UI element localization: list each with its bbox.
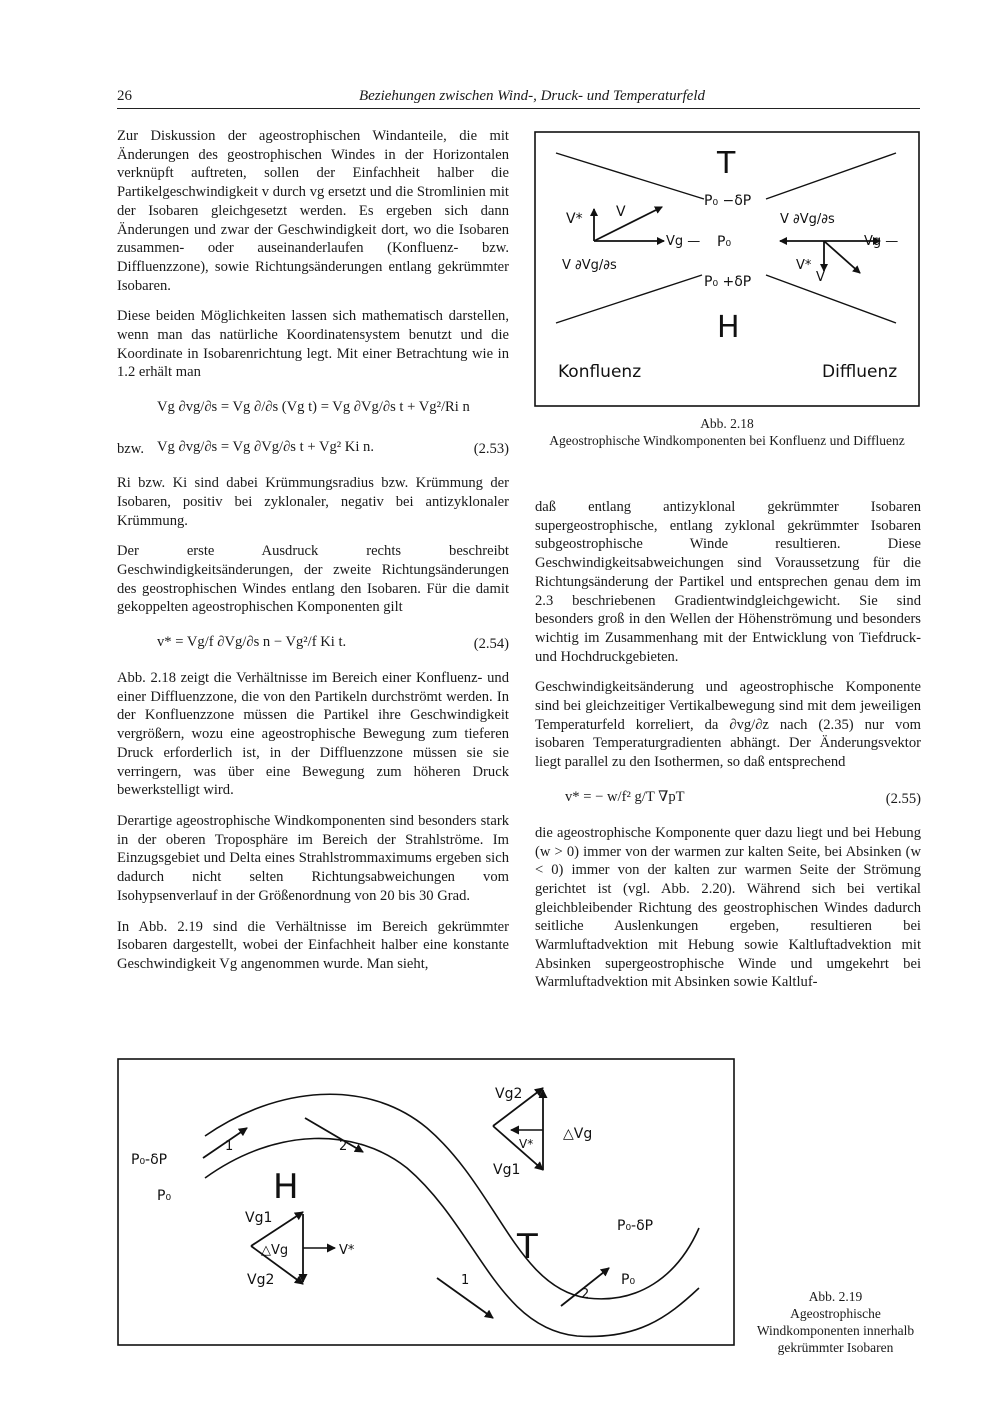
- caption-2-18: [534, 415, 920, 449]
- vg2-label-top: Vg2: [495, 1086, 523, 1102]
- right-column: [535, 498, 921, 1004]
- isobar-label-plus: P₀ +δP: [704, 274, 752, 290]
- isobar-upper-left: [556, 153, 704, 199]
- vstar-label-top: V*: [519, 1137, 534, 1151]
- vg1-label-bottom: Vg1: [245, 1210, 273, 1226]
- flow-label: 1: [461, 1273, 470, 1288]
- paragraph: Diese beiden Möglichkeiten lassen sich mathematisch darstellen, wenn man das natürliche Koordinatensystem benutzt und die Koordinate in Isobarenrichtung legt. Mit einer Betrachtung wie in 1.2 erhält man: [117, 308, 509, 381]
- isobar-upper-right: [766, 153, 896, 199]
- figure-2-18: [534, 131, 920, 407]
- chapter-title: Beziehungen zwischen Wind-, Druck- und Temperaturfeld: [358, 88, 705, 104]
- konfluenz-label: Konfluenz: [558, 362, 642, 382]
- dvg-label-left: V ∂Vg/∂s: [562, 258, 617, 273]
- v-arrow-left: [594, 207, 662, 241]
- v-arrow-right: [824, 241, 860, 273]
- flow-label: 1: [225, 1139, 234, 1154]
- equation-number: (2.55): [885, 790, 921, 807]
- high-pressure-label: H: [273, 1167, 299, 1207]
- paragraph: In Abb. 2.19 sind die Verhältnisse im Bereich gekrümmter Isobaren dargestellt, wobei der Einfachheit halber eine konstante Geschwindigkeit Vg angenommen wurde. Man sieht,: [117, 918, 509, 972]
- equation-connector: bzw.: [117, 441, 145, 458]
- high-pressure-label: H: [717, 310, 740, 345]
- flow-label: 2: [339, 1139, 348, 1154]
- equation-2-55: [535, 784, 921, 814]
- equation-number: (2.54): [473, 636, 509, 653]
- flow-arrow-2a: [305, 1118, 363, 1152]
- equation-body: Vg ∂vg/∂s = Vg ∂/∂s (Vg t) = Vg ∂Vg/∂s t + Vg²/Ri n: [157, 399, 470, 416]
- equation-body: v* = Vg/f ∂Vg/∂s n − Vg²/f Ki t.: [157, 634, 347, 651]
- v-label-left: V: [616, 204, 626, 220]
- caption-text: Ageostrophische Windkomponenten bei Konfluenz und Diffluenz: [549, 433, 905, 448]
- isobar-lower-left: [556, 275, 702, 323]
- isobar-label-minus: P₀ −δP: [704, 193, 752, 209]
- caption-2-19: [748, 1288, 923, 1356]
- isobar-label-center: P₀: [717, 234, 732, 250]
- figure-frame: [118, 1059, 734, 1345]
- caption-line: Windkomponenten innerhalb: [756, 1323, 915, 1338]
- v-label-right: V: [816, 270, 825, 285]
- vstar-label-left: V*: [566, 211, 583, 227]
- low-pressure-label: T: [717, 146, 736, 181]
- low-pressure-label: T: [517, 1227, 538, 1267]
- dvg-label-bottom: △Vg: [261, 1243, 289, 1258]
- equation-2-53a: [117, 394, 509, 424]
- vstar-label-right: V*: [796, 258, 812, 273]
- isobar-label-minus-left: P₀-δP: [131, 1152, 168, 1168]
- vg-label-left: Vg —: [666, 234, 701, 249]
- dvg-label-right: V ∂Vg/∂s: [780, 212, 835, 227]
- paragraph: Derartige ageostrophische Windkomponenten sind besonders stark in der oberen Troposphäre im Bereich der Strahlströme. Im Einzugsgebiet und Delta eines Strahlstrommaximums ergeben sich dadurch nicht selten Richtungsabweichungen vom Isohypsenverlauf in der Größenordnung von 20 bis 30 Grad.: [117, 812, 509, 904]
- paragraph: Zur Diskussion der ageostrophischen Windanteile, die mit Änderungen des geostrophischen Windes in der Horizontalen verknüpft auftreten, sollen der Einfachheit halber die Partikelgeschwindigkeit v durch vg ersetzt und die Stromlinien mit der Isobaren gleichgesetzt werden. Es ergeben sich dann Änderungen und zwar der Geschwindigkeit dort, wo die Isobaren zusammen- oder auseinanderlaufen (Konfluenz- bzw. Diffluenzzone), sowie Richtungsänderungen entlang gekrümmter Isobaren.: [117, 128, 509, 294]
- dvg-label-top: △Vg: [563, 1126, 593, 1142]
- caption-number: Abb. 2.19: [808, 1289, 863, 1304]
- equation-2-54: [117, 629, 509, 659]
- isobar-lower-right: [766, 275, 896, 323]
- running-header: [117, 86, 920, 109]
- caption-line: Ageostrophische: [790, 1306, 881, 1321]
- vg2-label-bottom: Vg2: [247, 1272, 275, 1288]
- isobar-label-center-left: P₀: [157, 1188, 172, 1204]
- equation-body: v* = − w/f² g/T ∇pT: [565, 788, 685, 805]
- figure-2-19: [117, 1058, 735, 1346]
- isobar-label-center-right: P₀: [621, 1272, 636, 1288]
- paragraph: Geschwindigkeitsänderung und ageostrophische Komponente sind bei gleichzeitiger Vertikalbewegung sind mit dem jeweiligen Temperaturfeld korreliert, da ∂vg/∂z nach (2.35) nur vom isobaren Temperaturgradienten abhängt. Der Änderungsvektor liegt parallel zu den Isothermen, so daß entsprechend: [535, 679, 921, 771]
- paragraph: Ri bzw. Ki sind dabei Krümmungsradius bzw. Krümmung der Isobaren, positiv bei zyklonaler, negativ bei antizyklonaler Krümmung.: [117, 475, 509, 529]
- paragraph: daß entlang antizyklonal gekrümmter Isobaren supergeostrophische, entlang zyklonal gekrümmter Isobaren subgeostrophische Winde resultieren. Diese Geschwindigkeitsabweichungen sind Voraussetzung für die Richtungsänderung der Partikel und entsprechen genau dem im 2.3 beschriebenen Gradientwindgleichgewicht. Sie sind besonders groß in den Wellen der Höhenströmung und besonders wichtig im Zusammenhang mit der Entwicklung von Tiefdruck- und Hochdruckgebieten.: [535, 499, 921, 665]
- diffluenz-label: Diffluenz: [822, 362, 898, 382]
- left-column: [117, 127, 509, 986]
- equation-number: (2.53): [473, 441, 509, 458]
- caption-number: Abb. 2.18: [700, 416, 754, 431]
- caption-line: gekrümmter Isobaren: [777, 1340, 894, 1355]
- vstar-label-bottom: V*: [339, 1243, 355, 1258]
- paragraph: die ageostrophische Komponente quer dazu liegt und bei Hebung (w > 0) immer von der warmen zur kalten Seite, bei Absinken (w < 0) immer von der kalten zur warmen Seite der Strömung gerichtet ist (vgl. Abb. 2.20). Während sich bei vertikal gleichbleibender Richtung des geostrophischen Windes dadurch seitliche Auslenkungen ergeben, resultieren bei Warmluftadvektion mit Hebung sowie Kaltluftadvektion mit Absinken supergeostrophische Winde und umgekehrt bei Warmluftadvektion mit Absinken sowie Kaltluf-: [535, 824, 921, 991]
- page-number: 26: [117, 88, 132, 104]
- equation-body: Vg ∂vg/∂s = Vg ∂Vg/∂s t + Vg² Ki n.: [157, 439, 374, 456]
- paragraph: Der erste Ausdruck rechts beschreibt Geschwindigkeitsänderungen, der zweite Richtungsänderungen des geostrophischen Windes entlang den Isobaren. Für die damit gekoppelten ageostrophischen Komponenten gilt: [117, 543, 509, 616]
- paragraph: Abb. 2.18 zeigt die Verhältnisse im Bereich einer Konfluenz- und einer Diffluenzzone, die von den Partikeln durchströmt werden. In der Konfluenzzone müssen die Partikel ihre Geschwindigkeit vergrößern, wozu eine ageostrophische Bewegung zum tieferen Druck erforderlich ist, in der Diffluenzzone müssen sie sie verringern, was über eine Bewegung zum höheren Druck bewerkstelligt wird.: [117, 670, 509, 799]
- isobar-label-minus-right: P₀-δP: [617, 1218, 654, 1234]
- vg1-label-top: Vg1: [493, 1162, 521, 1178]
- flow-label: 2: [581, 1287, 590, 1302]
- equation-2-53b: [117, 434, 509, 464]
- vg-label-right: Vg —: [864, 234, 899, 249]
